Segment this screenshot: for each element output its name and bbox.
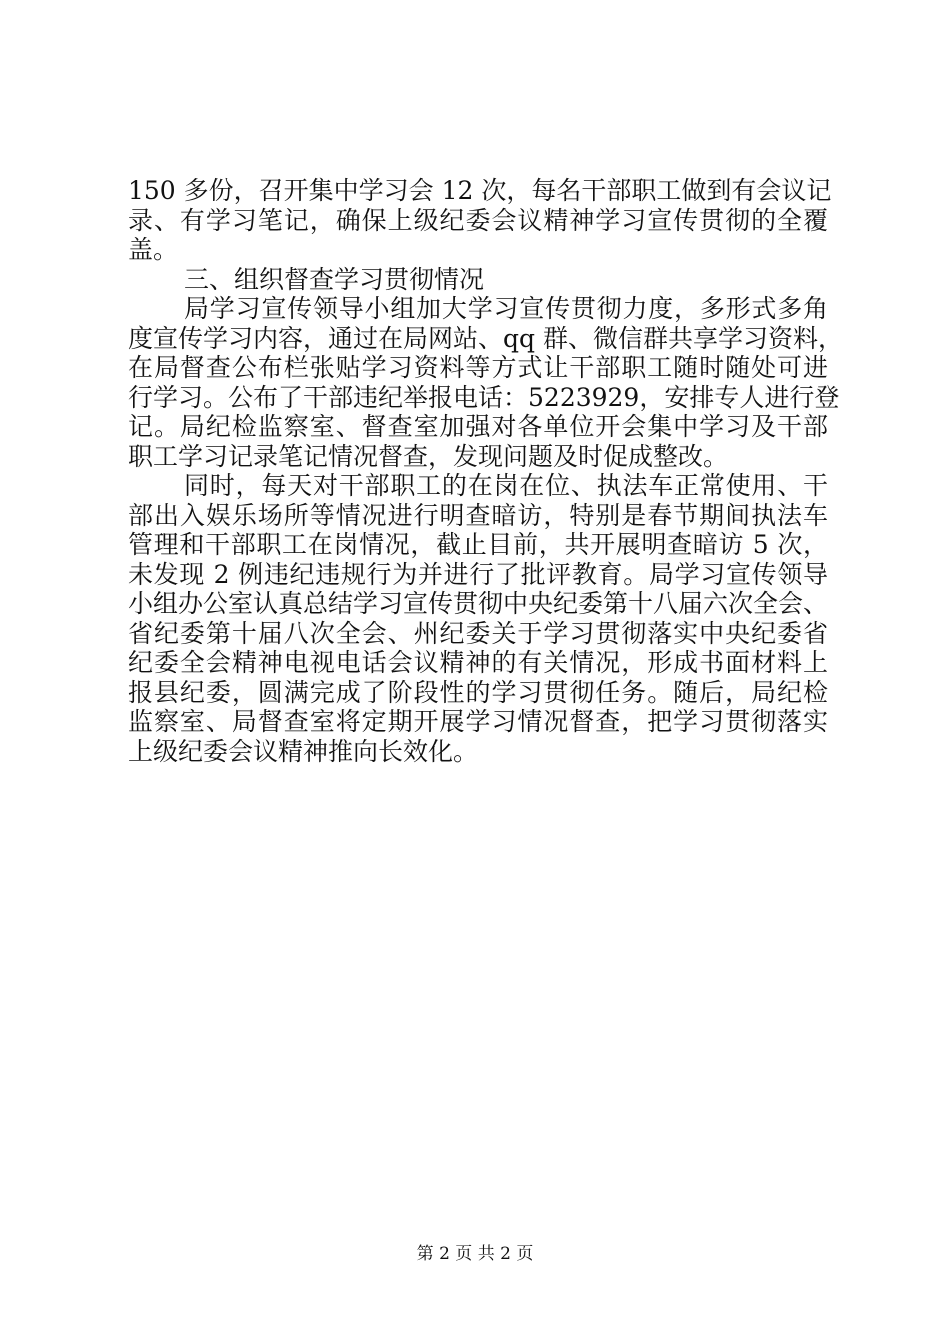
text-line: 150 多份，召开集中学习会 12 次，每名干部职工做到有会议记 (128, 176, 832, 205)
text-line: 录、有学习笔记，确保上级纪委会议精神学习宣传贯彻的全覆 (128, 205, 828, 235)
text-line: 记。局纪检监察室、督查室加强对各单位开会集中学习及干部 (128, 412, 828, 441)
text-line: 盖。 (128, 235, 179, 264)
text-line: 职工学习记录笔记情况督查，发现问题及时促成整改。 (128, 441, 729, 471)
text-line: 在局督查公布栏张贴学习资料等方式让干部职工随时随处可进 (128, 353, 828, 382)
text-line: 部出入娱乐场所等情况进行明查暗访，特别是春节期间执法车 (128, 500, 828, 530)
text-line: 报县纪委，圆满完成了阶段性的学习贯彻任务。随后，局纪检 (128, 677, 828, 707)
text-line: 小组办公室认真总结学习宣传贯彻中央纪委第十八届六次全会、 (128, 589, 829, 618)
page-footer: 第 2 页 共 2 页 (416, 1244, 534, 1264)
text-line: 上级纪委会议精神推向长效化。 (128, 736, 479, 766)
text-line: 纪委全会精神电视电话会议精神的有关情况，形成书面材料上 (128, 648, 828, 677)
text-line: 未发现 2 例违纪违规行为并进行了批评教育。局学习宣传领导 (128, 559, 828, 589)
text-line: 监察室、局督查室将定期开展学习情况督查，把学习贯彻落实 (128, 707, 828, 736)
text-line: 度宣传学习内容，通过在局网站、qq 群、微信群共享学习资料， (128, 323, 843, 353)
text-line: 省纪委第十届八次全会、州纪委关于学习贯彻落实中央纪委省 (128, 618, 828, 648)
text-line: 局学习宣传领导小组加大学习宣传贯彻力度，多形式多角 (184, 294, 828, 323)
text-line: 同时，每天对干部职工的在岗在位、执法车正常使用、干 (184, 471, 828, 500)
document-body (128, 176, 843, 766)
section-heading: 三、组织督查学习贯彻情况 (184, 264, 485, 294)
text-line: 行学习。公布了干部违纪举报电话：5223929，安排专人进行登 (128, 382, 840, 412)
text-line: 管理和干部职工在岗情况，截止目前，共开展明查暗访 5 次， (128, 530, 828, 559)
